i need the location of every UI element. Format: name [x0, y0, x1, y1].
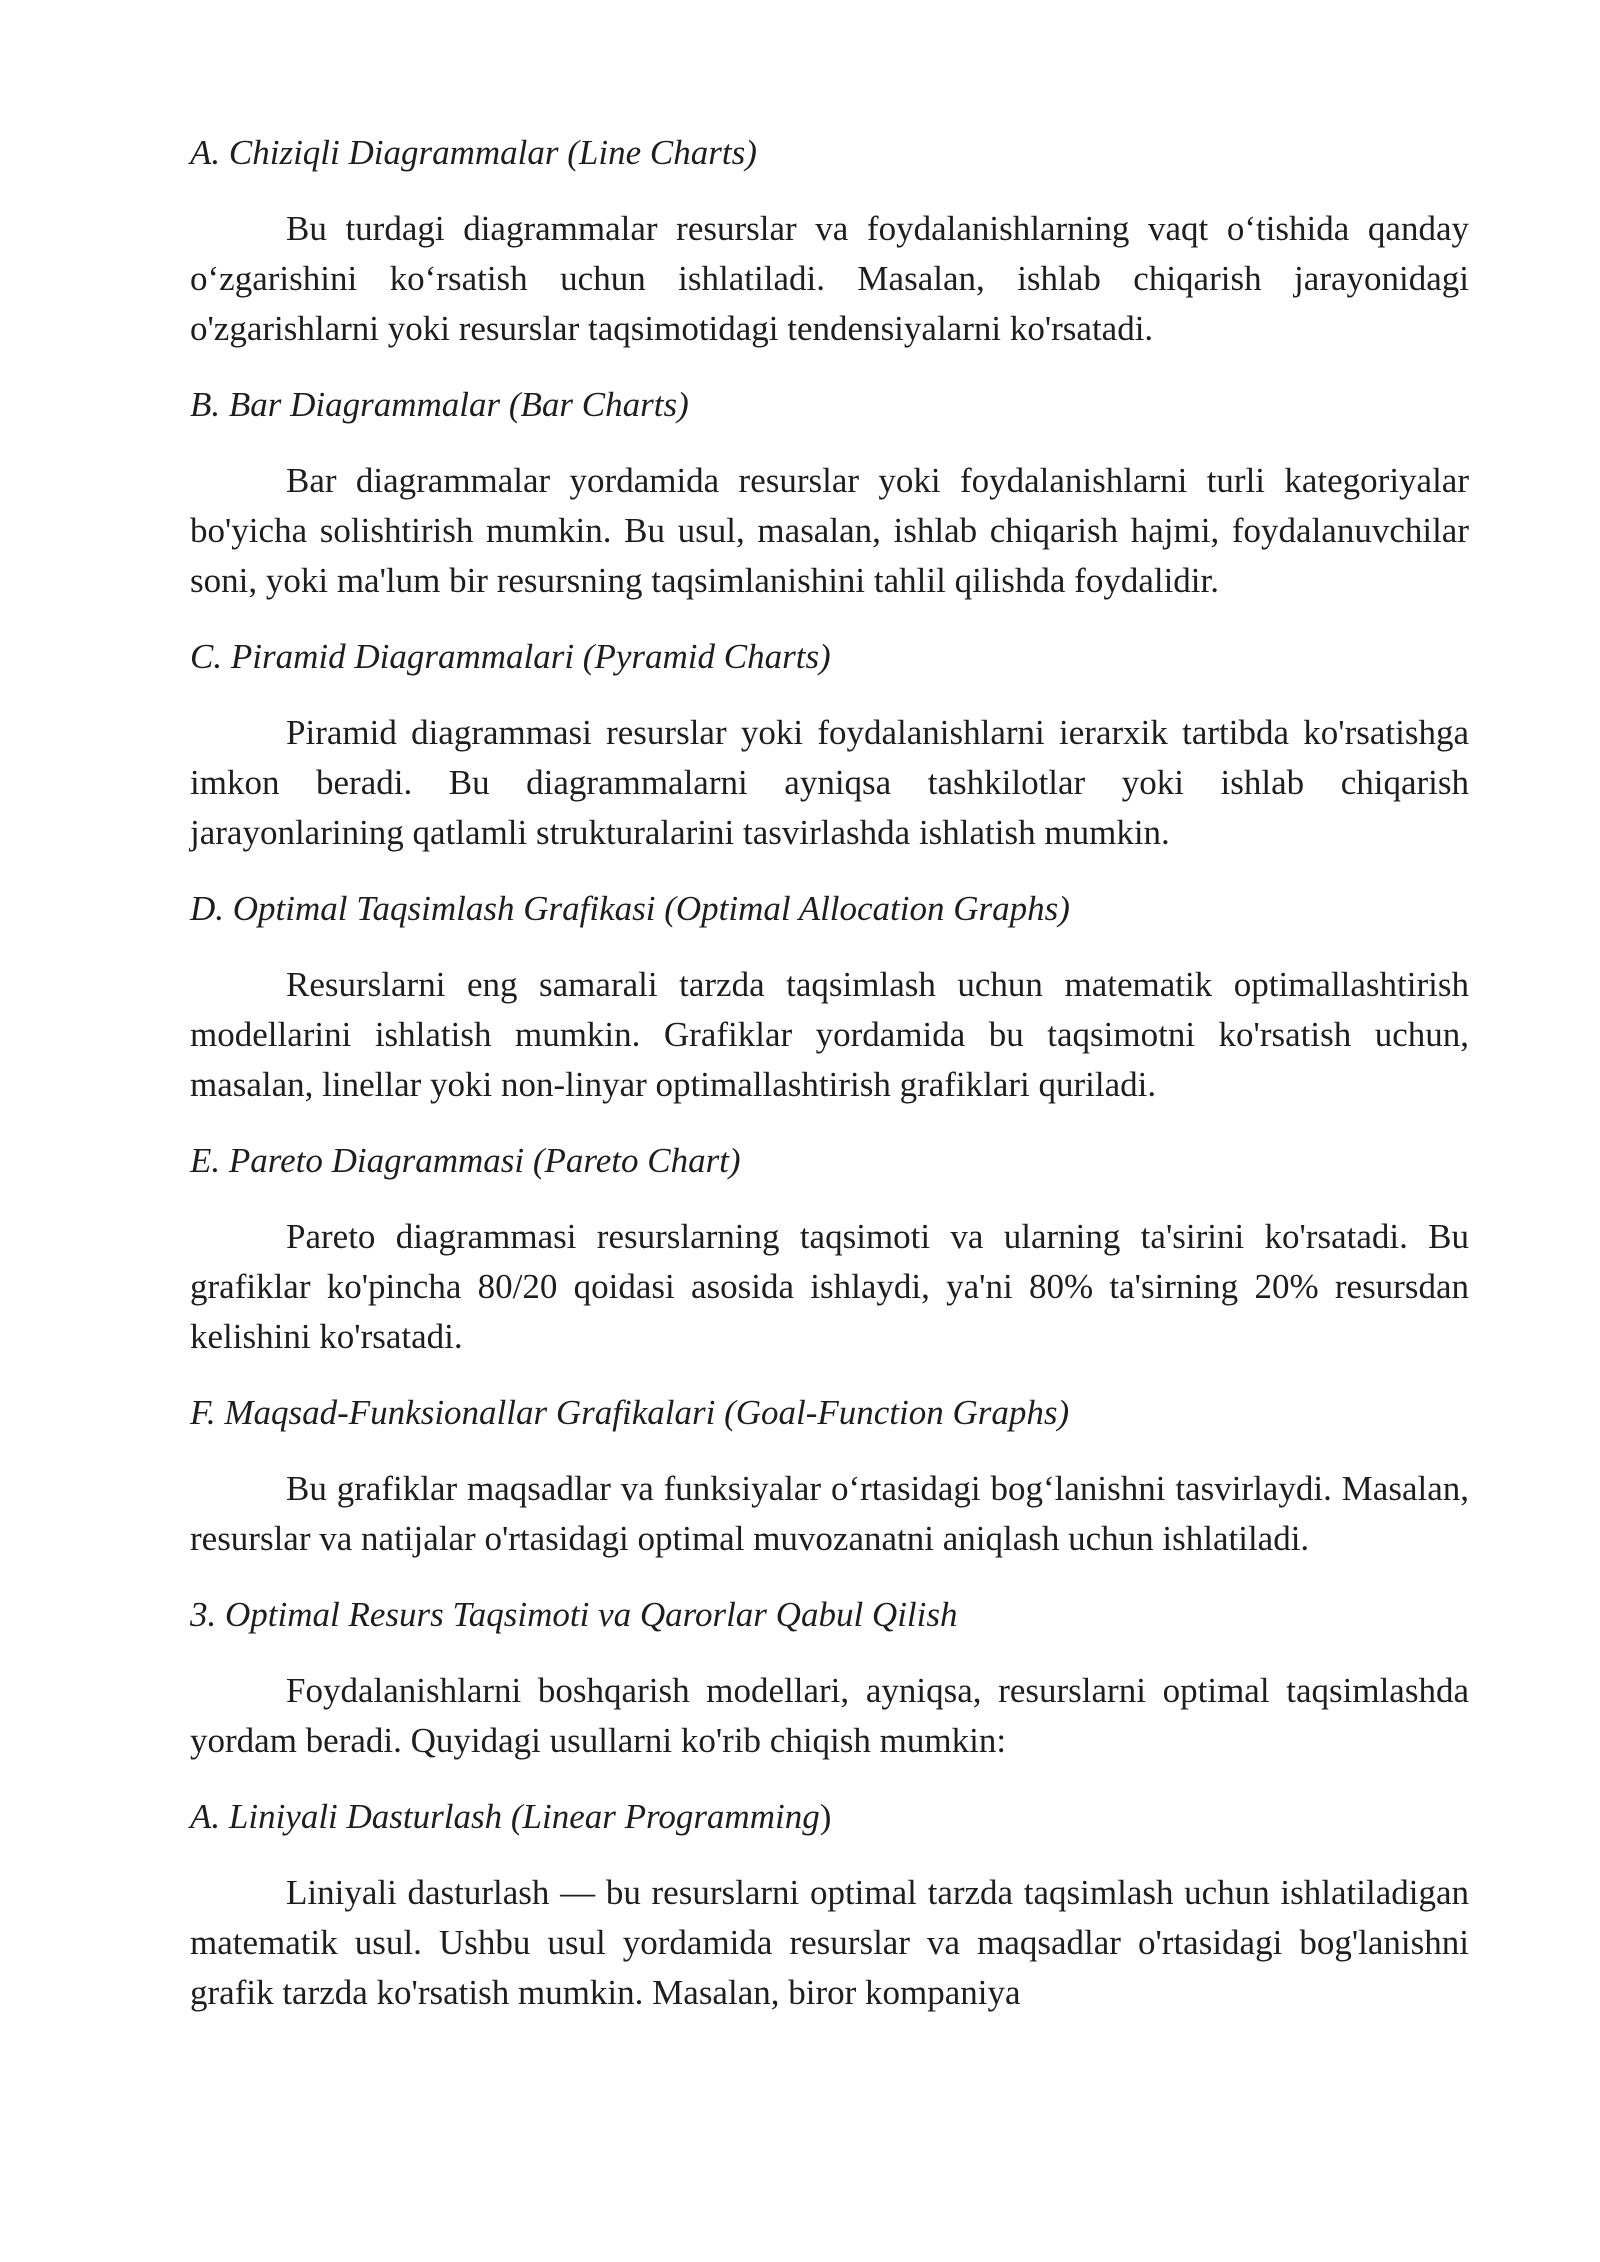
- section-heading-linear-programming-text: A. Liniyali Dasturlash (Linear Programming: [190, 1797, 820, 1836]
- document-body: [190, 128, 1469, 2044]
- section-paragraph-pareto-chart: Pareto diagrammasi resurslarning taqsimoti va ularning ta'sirini ko'rsatadi. Bu grafiklar ko'pincha 80/20 qoidasi asosida ishlaydi, ya'ni 80% ta'sirning 20% resursdan kelishini ko'rsatadi.: [190, 1217, 1469, 1356]
- section-paragraph-pyramid-charts: Piramid diagrammasi resurslar yoki foydalanishlarni ierarxik tartibda ko'rsatishga imkon beradi. Bu diagrammalarni ayniqsa tashkilotlar yoki ishlab chiqarish jarayonlarining qatlamli strukturalarini tasvirlashda ishlatish mumkin.: [190, 713, 1469, 852]
- section-paragraph-bar-charts: Bar diagrammalar yordamida resurslar yoki foydalanishlarni turli kategoriyalar bo'yicha solishtirish mumkin. Bu usul, masalan, ishlab chiqarish hajmi, foydalanuvchilar soni, yoki ma'lum bir resursning taqsimlanishini tahlil qilishda foydalidir.: [190, 461, 1469, 600]
- section-paragraph-goal-function: Bu grafiklar maqsadlar va funksiyalar o‘rtasidagi bog‘lanishni tasvirlaydi. Masalan, resurslar va natijalar o'rtasidagi optimal muvozanatni aniqlash uchun ishlatiladi.: [190, 1469, 1469, 1558]
- section-heading-pareto-chart: E. Pareto Diagrammasi (Pareto Chart): [190, 1141, 741, 1180]
- section-paragraph-linear-programming: Liniyali dasturlash — bu resurslarni optimal tarzda taqsimlash uchun ishlatiladigan matematik usul. Ushbu usul yordamida resurslar va maqsadlar o'rtasidagi bog'lanishni grafik tarzda ko'rsatish mumkin. Masalan, biror kompaniya: [190, 1873, 1469, 2012]
- section-heading-linear-programming: [190, 1792, 1469, 1842]
- section-heading-linear-programming-paren: ): [819, 1797, 832, 1836]
- section-heading-optimal-resource: 3. Optimal Resurs Taqsimoti va Qarorlar Qabul Qilish: [190, 1595, 958, 1634]
- section-heading-goal-function: F. Maqsad-Funksionallar Grafikalari (Goal-Function Graphs): [190, 1393, 1070, 1432]
- section-paragraph-optimal-resource: Foydalanishlarni boshqarish modellari, ayniqsa, resurslarni optimal taqsimlashda yordam beradi. Quyidagi usullarni ko'rib chiqish mumkin:: [190, 1671, 1469, 1760]
- section-paragraph-optimal-allocation: Resurslarni eng samarali tarzda taqsimlash uchun matematik optimallashtirish modellarini ishlatish mumkin. Grafiklar yordamida bu taqsimotni ko'rsatish uchun, masalan, linellar yoki non-linyar optimallashtirish grafiklari quriladi.: [190, 965, 1469, 1104]
- section-paragraph-line-charts: Bu turdagi diagrammalar resurslar va foydalanishlarning vaqt o‘tishida qanday o‘zgarishini ko‘rsatish uchun ishlatiladi. Masalan, ishlab chiqarish jarayonidagi o'zgarishlarni yoki resurslar taqsimotidagi tendensiyalarni ko'rsatadi.: [190, 209, 1469, 348]
- section-heading-optimal-allocation: D. Optimal Taqsimlash Grafikasi (Optimal Allocation Graphs): [190, 889, 1070, 928]
- section-heading-pyramid-charts: C. Piramid Diagrammalari (Pyramid Charts): [190, 637, 831, 676]
- section-heading-line-charts: A. Chiziqli Diagrammalar (Line Charts): [190, 133, 757, 172]
- section-heading-bar-charts: B. Bar Diagrammalar (Bar Charts): [190, 385, 689, 424]
